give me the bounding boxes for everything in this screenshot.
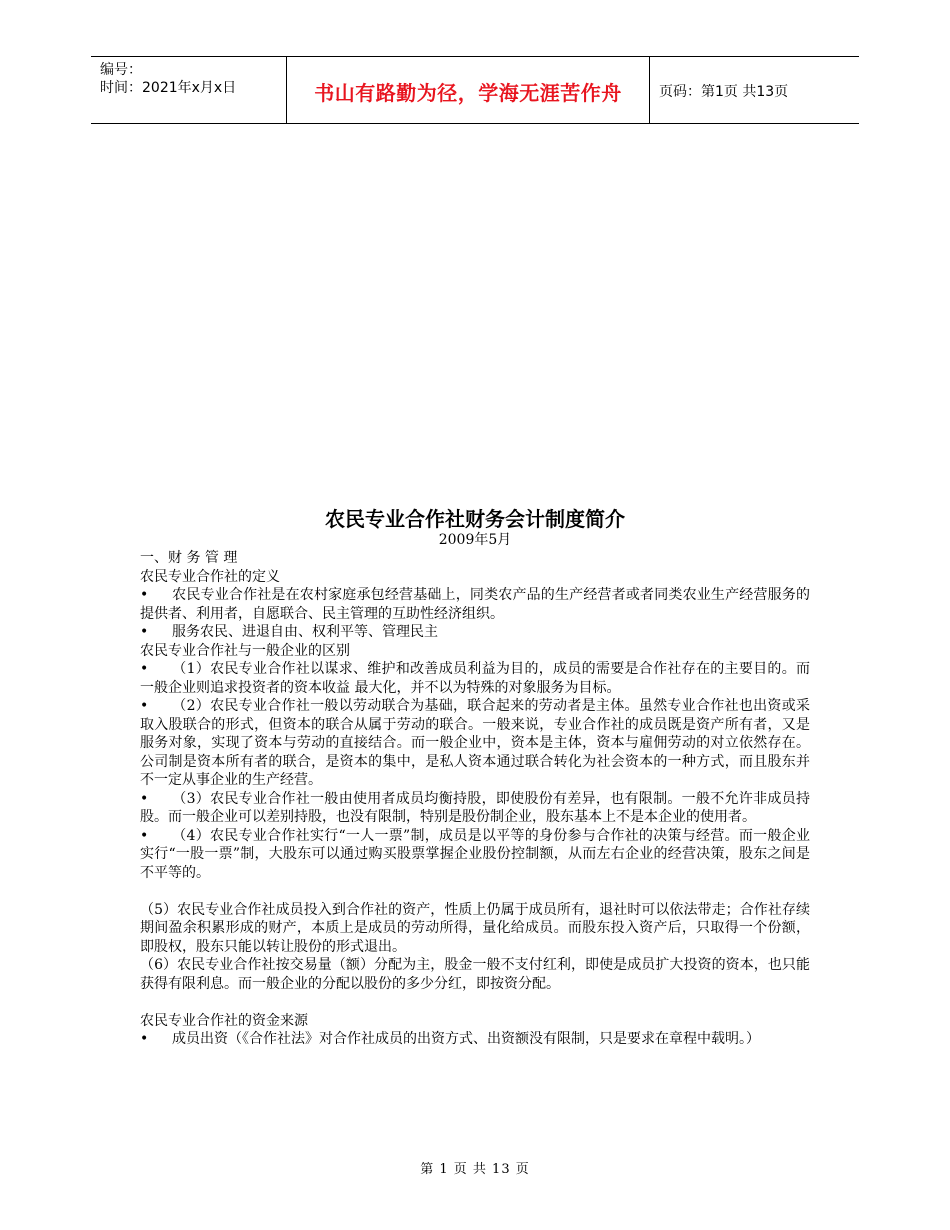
difference-heading: 农民专业合作社与一般企业的区别	[140, 642, 350, 659]
definition-text: 农民专业合作社是在农村家庭承包经营基础上，同类农产品的生产经营者或者同类农业生产经营服务的提供者、利用者，自愿联合、民主管理的互助性经济组织。	[140, 587, 810, 622]
document-title: 农民专业合作社财务会计制度简介	[325, 507, 625, 531]
bullet: •	[140, 624, 149, 640]
list-item	[140, 623, 810, 642]
difference-item-4: （4）农民专业合作社实行“一人一票”制，成员是以平等的身份参与合作社的决策与经营。而一般企业实行“一股一票”制，大股东可以通过购买股票掌握企业股份控制额，从而左右企业的经营决策，股东之间是不平等的。	[140, 827, 810, 881]
document-body	[140, 549, 810, 1049]
section-heading: 一、财 务 管 理	[140, 550, 238, 566]
page-header	[91, 56, 859, 124]
list-item	[140, 1030, 810, 1049]
number-label: 编号：	[100, 62, 142, 78]
difference-item-2: （2）农民专业合作社一般以劳动联合为基础，联合起来的劳动者是主体。虽然专业合作社也出资或采取入股联合的形式，但资本的联合从属于劳动的联合。一般来说，专业合作社的成员既是资产所有者，又是服务对象，实现了资本与劳动的直接结合。而一般企业中，资本是主体，资本与雇佣劳动的对立依然存在。公司制是资本所有者的联合，是资本的集中，是私人资本通过联合转化为社会资本的一种方式，而且股东并不一定从事企业的生产经营。	[140, 698, 810, 788]
document-date: 2009年5月	[438, 532, 512, 548]
list-item	[140, 697, 810, 790]
page-footer: 第 1 页 共 13 页	[420, 1162, 530, 1177]
bullet: •	[140, 790, 149, 807]
list-item	[140, 660, 810, 697]
bullet: •	[140, 661, 149, 677]
bullet: •	[140, 698, 149, 714]
header-meta	[100, 61, 236, 97]
funding-heading: 农民专业合作社的资金来源	[140, 1012, 308, 1029]
bullet: •	[140, 827, 149, 844]
header-divider	[649, 57, 650, 123]
bullet: •	[140, 1031, 149, 1047]
difference-item-1: （1）农民专业合作社以谋求、维护和改善成员利益为目的，成员的需要是合作社存在的主要目的。而一般企业则追求投资者的资本收益 最大化，并不以为特殊的对象服务为目标。	[140, 661, 810, 696]
header-motto: 书山有路勤为径，学海无涯苦作舟	[314, 81, 622, 105]
difference-item-3: （3）农民专业合作社一般由使用者成员均衡持股，即使股份有差异，也有限制。一般不允许非成员持股。而一般企业可以差别持股，也没有限制，特别是股份制企业，股东基本上不是本企业的使用者。	[140, 790, 810, 825]
difference-item-6: （6）农民专业合作社按交易量（额）分配为主，股金一般不支付红利，即使是成员扩大投资的资本，也只能获得有限利息。而一般企业的分配以股份的多少分红，即按资分配。	[140, 957, 810, 992]
header-page-info: 页码：第1页 共13页	[659, 84, 789, 100]
list-item	[140, 790, 810, 827]
spacer	[140, 882, 810, 901]
list-item	[140, 586, 810, 623]
spacer	[140, 993, 810, 1012]
difference-item-5: （5）农民专业合作社成员投入到合作社的资产，性质上仍属于成员所有，退社时可以依法带走；合作社存续期间盈余积累形成的财产，本质上是成员的劳动所得，量化给成员。而股东投入资产后，只取得一个份额，即股权，股东只能以转让股份的形式退出。	[140, 901, 810, 955]
funding-item-1: 成员出资（《合作社法》对合作社成员的出资方式、出资额没有限制，只是要求在章程中载明。）	[172, 1031, 760, 1047]
time-label: 时间：2021年x月x日	[100, 80, 237, 96]
principles-text: 服务农民、进退自由、权利平等、管理民主	[172, 624, 438, 640]
list-item	[140, 827, 810, 883]
bullet: •	[140, 587, 149, 603]
definition-heading: 农民专业合作社的定义	[140, 568, 280, 585]
